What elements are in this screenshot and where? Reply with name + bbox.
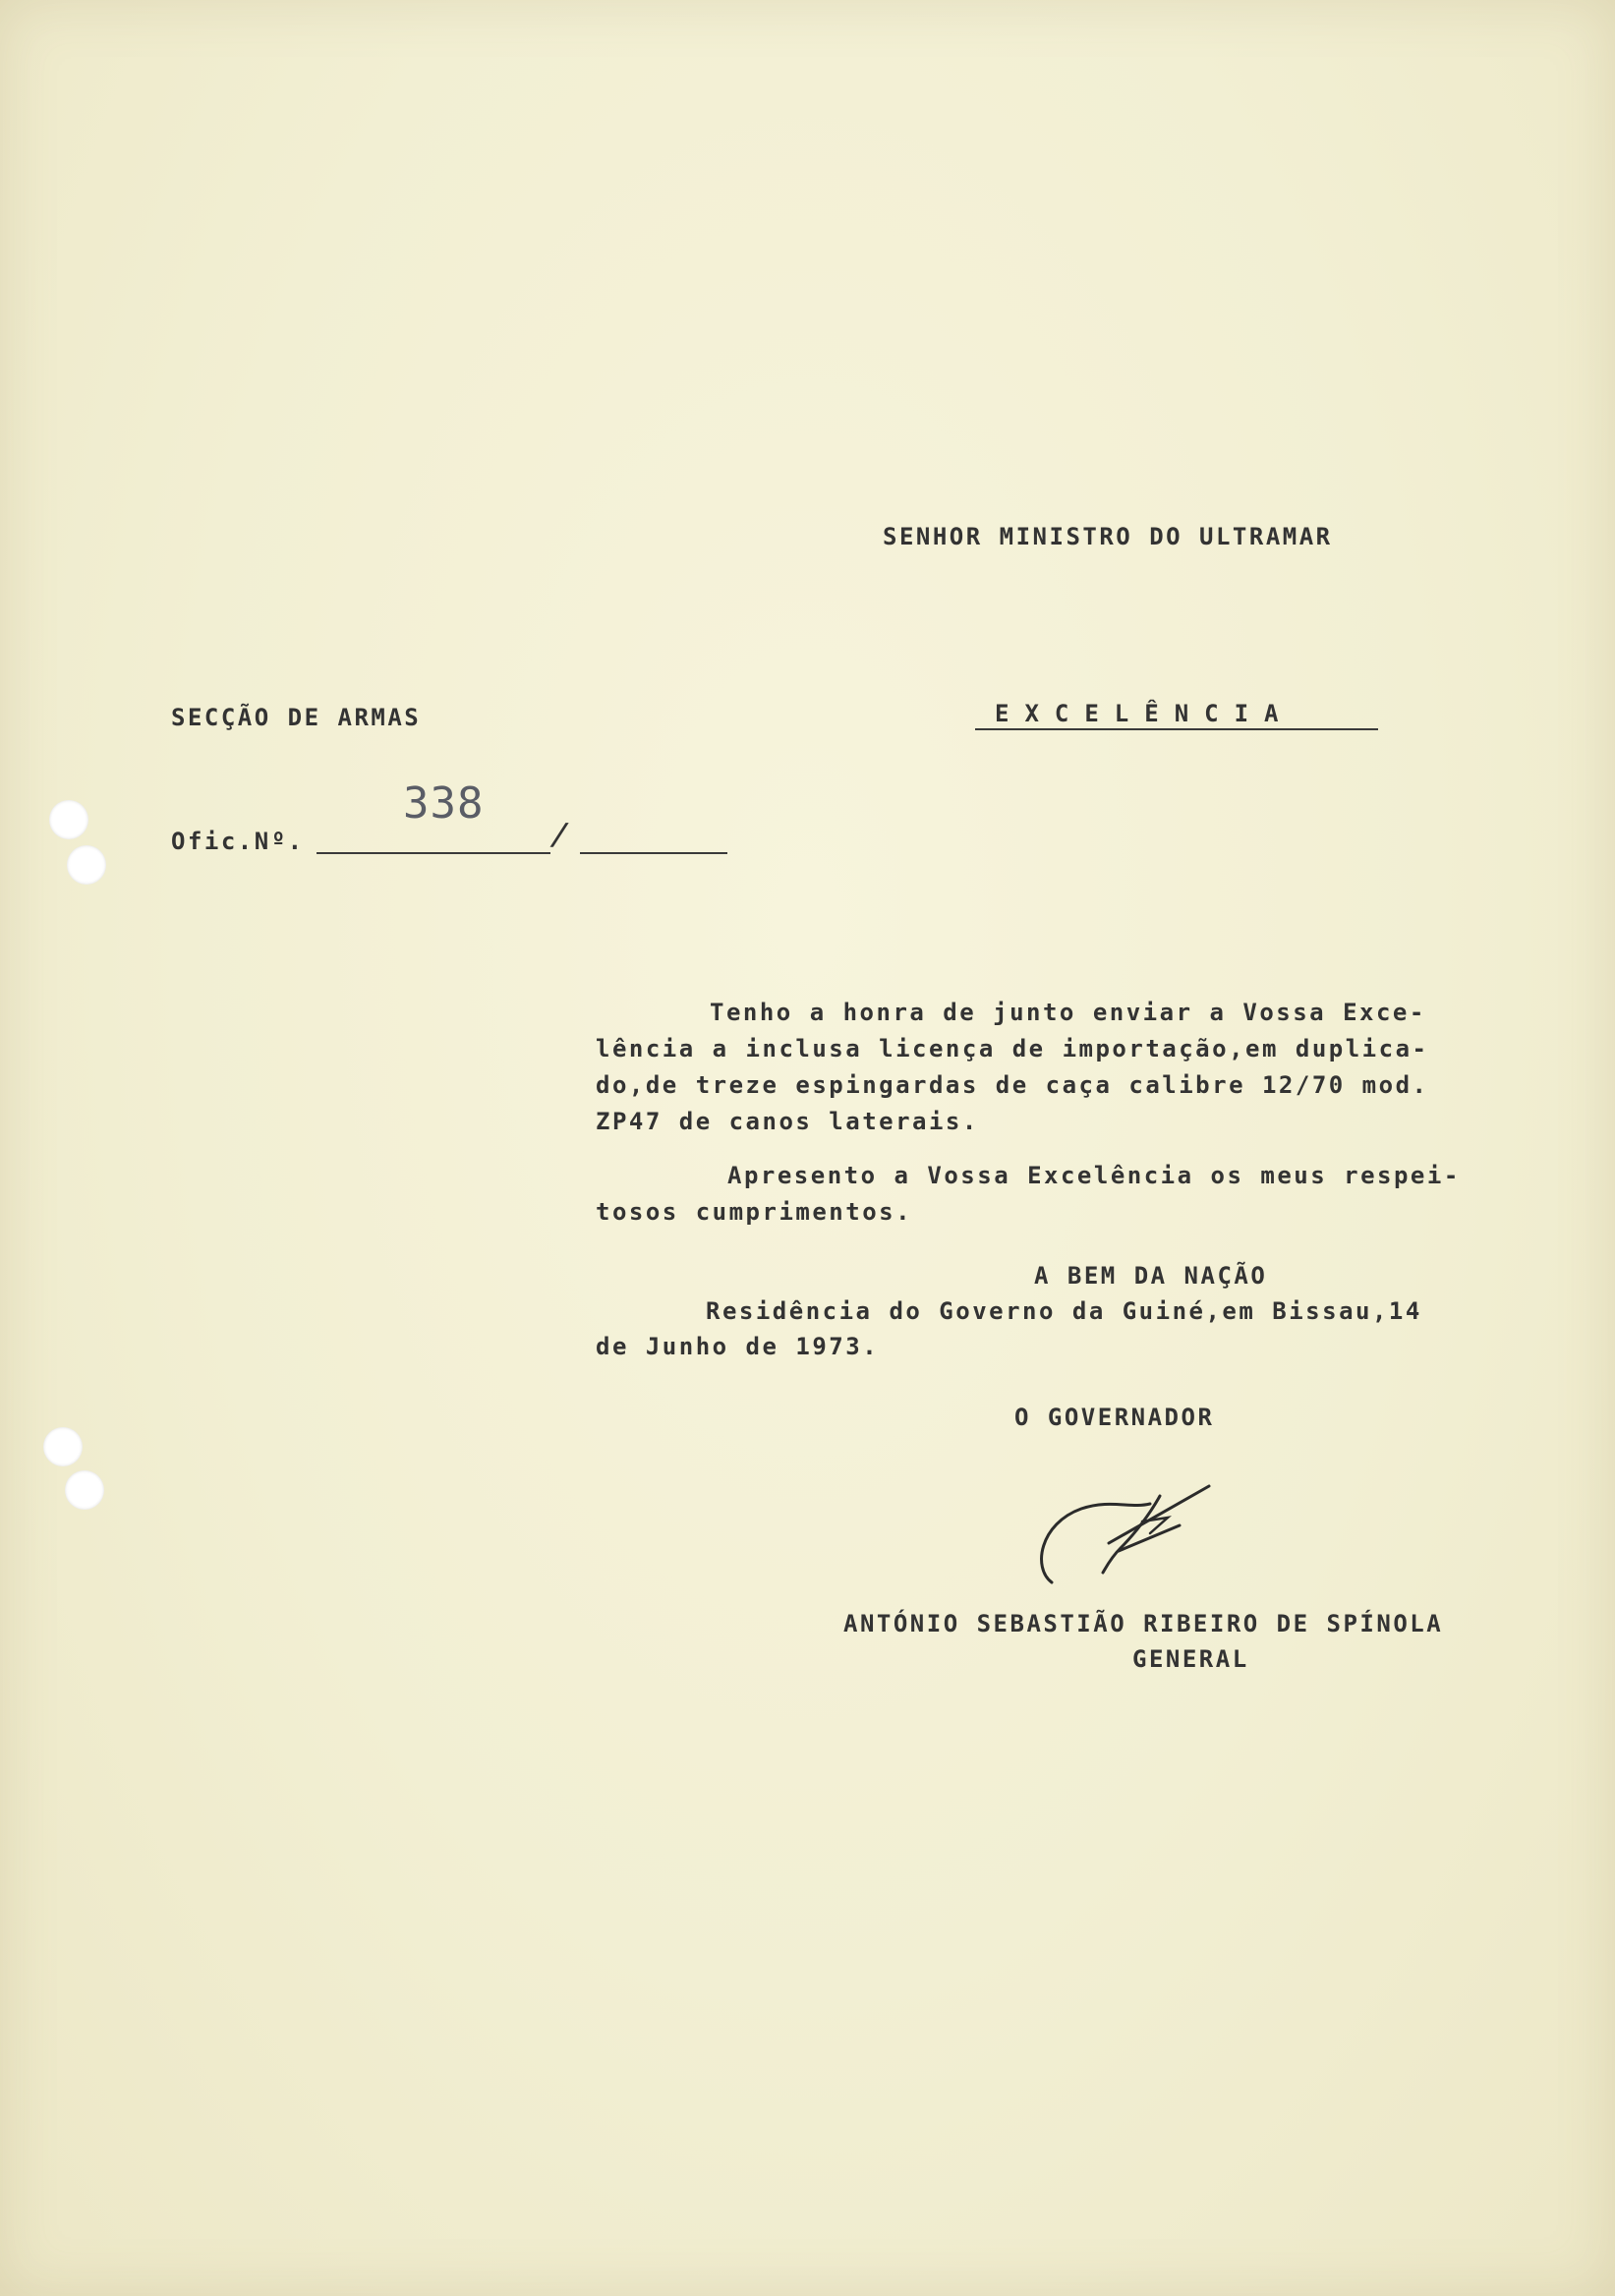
paragraph-1-line: lência a inclusa licença de importação,em duplica- xyxy=(596,1035,1429,1062)
addressee: SENHOR MINISTRO DO ULTRAMAR xyxy=(883,523,1333,550)
ofic-number: 338 xyxy=(403,778,485,829)
letter-body xyxy=(596,995,1579,1231)
ofic-slash: / xyxy=(547,818,572,852)
closing-motto: A BEM DA NAÇÃO xyxy=(1034,1262,1268,1290)
signatory-rank: GENERAL xyxy=(1132,1645,1249,1673)
ofic-blank-line xyxy=(580,852,727,854)
ofic-blank-line xyxy=(317,852,550,854)
salutation: EXCELÊNCIA xyxy=(995,700,1295,727)
punch-hole xyxy=(43,1427,83,1466)
paragraph-1-line: do,de treze espingardas de caça calibre 12/70 mod. xyxy=(596,1071,1429,1099)
punch-hole xyxy=(67,845,106,885)
place-date-line: de Junho de 1973. xyxy=(596,1333,880,1360)
punch-hole xyxy=(65,1470,104,1510)
punch-hole xyxy=(49,800,88,839)
salutation-underline xyxy=(975,728,1378,730)
place-date-line: Residência do Governo da Guiné,em Bissau,14 xyxy=(706,1297,1422,1325)
paragraph-1-line: ZP47 de canos laterais. xyxy=(596,1108,979,1135)
paragraph-2-line: Apresento a Vossa Excelência os meus respei- xyxy=(727,1162,1461,1189)
handwritten-signature xyxy=(1012,1474,1229,1592)
paragraph-1-line: Tenho a honra de junto enviar a Vossa Exce- xyxy=(710,999,1426,1026)
ofic-label: Ofic.Nº. xyxy=(171,828,305,855)
paragraph-2-line: tosos cumprimentos. xyxy=(596,1198,913,1226)
governor-title: O GOVERNADOR xyxy=(1014,1404,1215,1431)
signatory-name: ANTÓNIO SEBASTIÃO RIBEIRO DE SPÍNOLA xyxy=(843,1610,1444,1637)
section-label: SECÇÃO DE ARMAS xyxy=(171,704,422,731)
